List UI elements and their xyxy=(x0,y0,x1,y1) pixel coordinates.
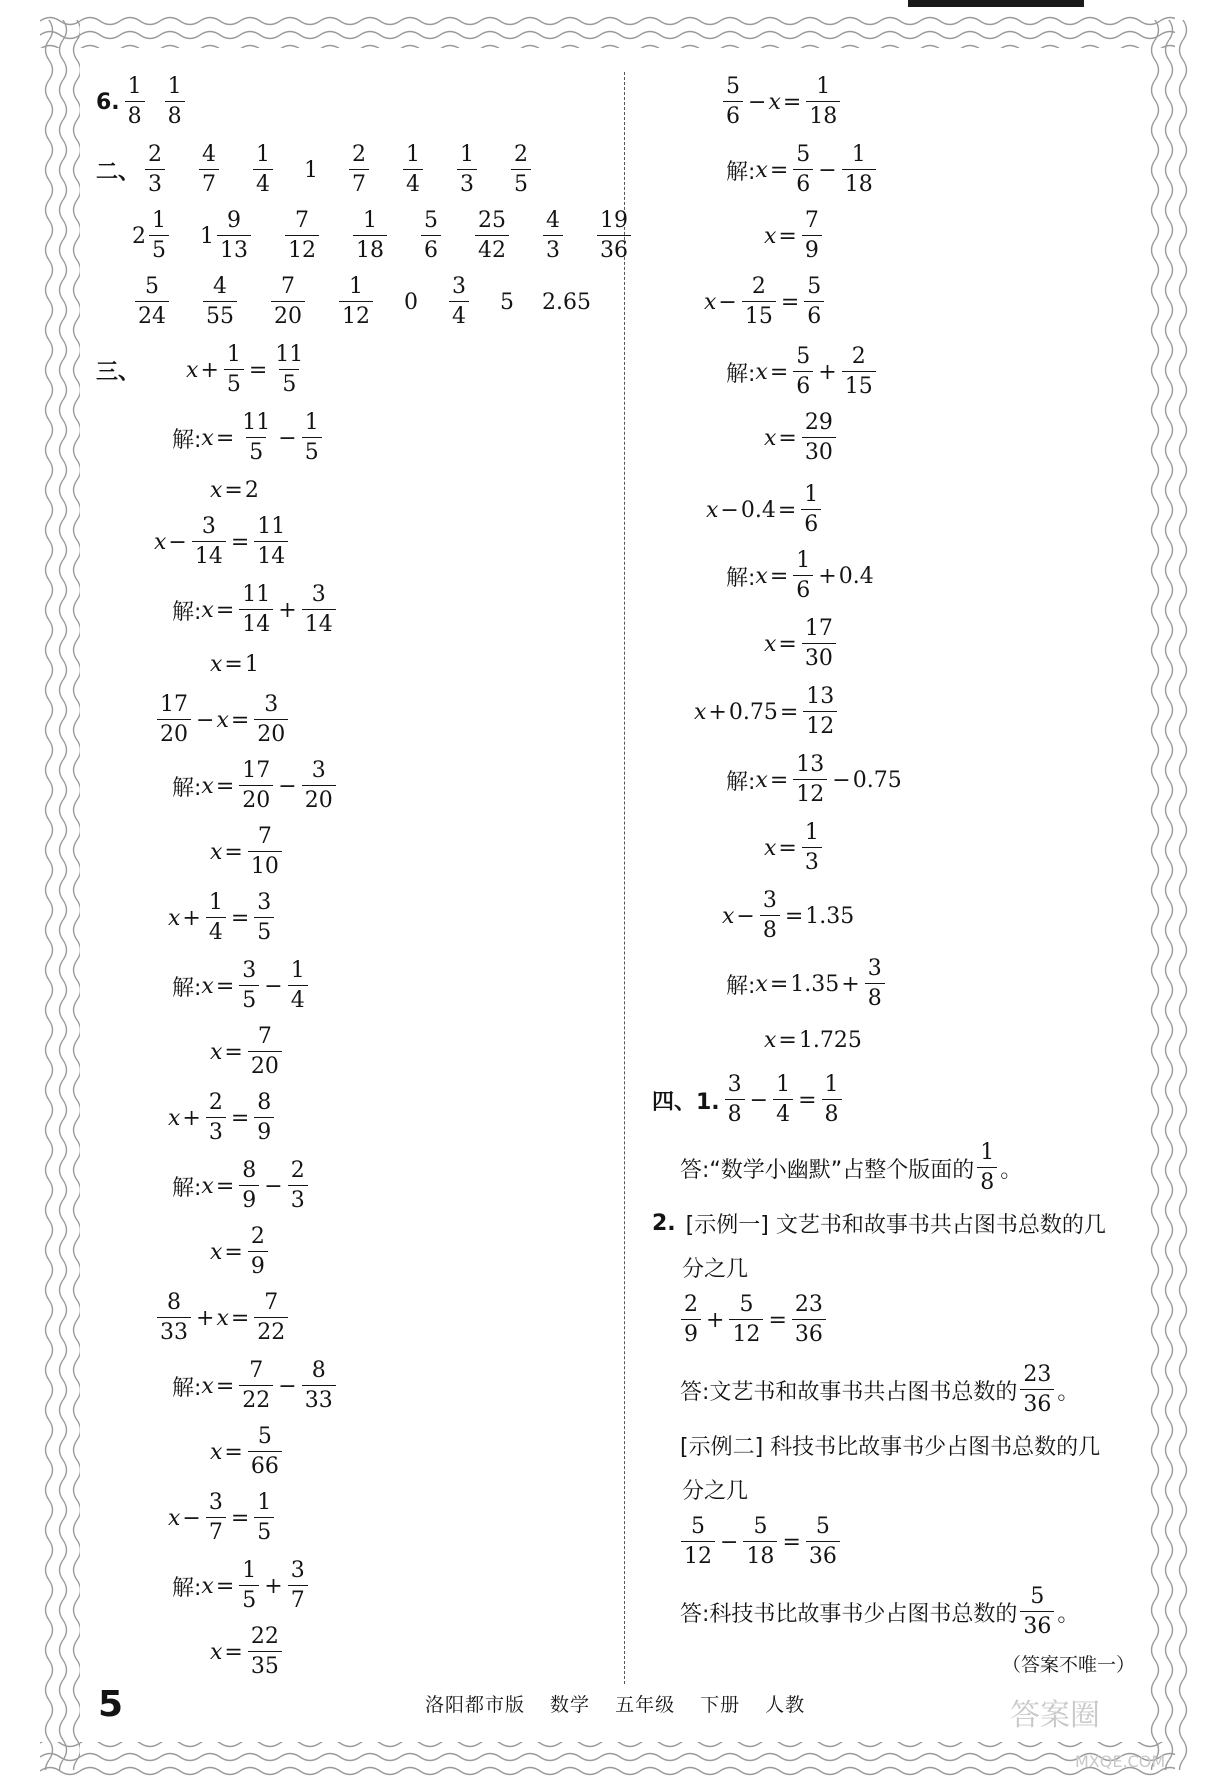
top-bar xyxy=(908,0,1084,7)
eq4-answer: x = $\frac{7}{20}$ xyxy=(210,1026,285,1078)
eq4-line: x + $\frac{1}{4}$ = $\frac{3}{5}$ xyxy=(168,892,277,944)
q2-example2-title-cont: 分之几 xyxy=(682,1479,749,1504)
q2-example1-answer: 答:文艺书和故事书共占图书总数的 23 36 。 xyxy=(680,1362,1080,1417)
eq8-answer: x = $\frac{7}{9}$ xyxy=(764,210,825,262)
eq6-solve: 解: x = $\frac{7}{22}$ − $\frac{8}{33}$ xyxy=(172,1360,339,1412)
eq5-answer: x = $\frac{2}{9}$ xyxy=(210,1226,271,1278)
eq7-answer: x = $\frac{22}{35}$ xyxy=(210,1626,285,1678)
eq7-line: x − $\frac{3}{7}$ = $\frac{1}{5}$ xyxy=(168,1492,277,1544)
section-6-line: 6. 1 8 1 8 xyxy=(96,76,188,128)
q2-example1-equation: 2 9 + $\frac{5}{12}$ = $\frac{23}{36}$ xyxy=(678,1294,829,1346)
watermark-logo: 答案圈 xyxy=(1010,1698,1100,1733)
q1-answer: 答:“数学小幽默”占整个版面的 1 8 。 xyxy=(680,1140,1023,1195)
eq5-solve: 解: x = $\frac{8}{9}$ − $\frac{2}{3}$ xyxy=(172,1160,311,1212)
eq2-answer: x = 1 xyxy=(210,652,259,677)
q2-example2-title: [示例二] 科技书比故事书少占图书总数的几 xyxy=(680,1435,1101,1460)
eq12-line: x − $\frac{3}{8}$ = 1.35 xyxy=(722,888,855,943)
eq10-answer: x = $\frac{17}{30}$ xyxy=(764,618,839,670)
eq8-line: 5 6 − x = $\frac{1}{18}$ xyxy=(720,76,843,128)
eq12-solve: 解: x = 1.35 + $\frac{3}{8}$ xyxy=(726,958,888,1010)
eq11-line: x + 0.75 = $\frac{13}{12}$ xyxy=(694,686,840,738)
page-number: 5 xyxy=(98,1684,124,1725)
section-4-q1: 四、1. 3 8 − $\frac{1}{4}$ = $\frac{1}{8}$ xyxy=(652,1074,845,1126)
note-answer-not-unique: （答案不唯一） xyxy=(1002,1654,1136,1676)
eq6-line: 8 33 + x = $\frac{7}{22}$ xyxy=(154,1292,291,1344)
eq12-answer: x = 1.725 xyxy=(764,1028,862,1053)
eq4-solve: 解: x = $\frac{3}{5}$ − $\frac{1}{4}$ xyxy=(172,960,311,1012)
q2-example2-answer: 答:科技书比故事书少占图书总数的 5 36 。 xyxy=(680,1584,1080,1639)
column-divider xyxy=(624,72,625,1684)
eq3-line: 17 20 − x = $\frac{3}{20}$ xyxy=(154,694,291,746)
eq1-solve: 解: x = $\frac{11}{5}$ − $\frac{1}{5}$ xyxy=(172,412,325,464)
eq6-answer: x = $\frac{5}{66}$ xyxy=(210,1426,285,1478)
eq2-line: x − $\frac{3}{14}$ = $\frac{11}{14}$ xyxy=(154,516,291,568)
eq8-solve: 解: x = $\frac{5}{6}$ − $\frac{1}{18}$ xyxy=(726,144,879,196)
eq11-solve: 解: x = $\frac{13}{12}$ − 0.75 xyxy=(726,752,902,807)
eq3-answer: x = $\frac{7}{10}$ xyxy=(210,826,285,878)
watermark-url: MXQE.COM xyxy=(1075,1752,1166,1771)
eq1-answer: x = 2 xyxy=(210,478,259,503)
eq2-solve: 解: x = $\frac{11}{14}$ + $\frac{3}{14}$ xyxy=(172,584,339,636)
eq10-line: x − 0.4 = $\frac{1}{6}$ xyxy=(706,484,824,536)
eq9-line: x − $\frac{2}{15}$ = $\frac{5}{6}$ xyxy=(704,276,827,328)
q2-example1-title-cont: 分之几 xyxy=(682,1257,749,1282)
section-2-row-1: 二、 2 3 4 7 1 4 1 2 7 1 4 1 3 2 5 xyxy=(96,144,534,196)
eq5-line: x + $\frac{2}{3}$ = $\frac{8}{9}$ xyxy=(168,1092,277,1144)
eq9-solve: 解: x = $\frac{5}{6}$ + $\frac{2}{15}$ xyxy=(726,346,879,398)
q2-example1-title: 2. [示例一] 文艺书和故事书共占图书总数的几 xyxy=(652,1211,1106,1238)
eq3-solve: 解: x = $\frac{17}{20}$ − $\frac{3}{20}$ xyxy=(172,760,339,812)
eq7-solve: 解: x = $\frac{1}{5}$ + $\frac{3}{7}$ xyxy=(172,1560,311,1612)
eq1-line: 三、 x + $\frac{1}{5}$ = $\frac{11}{5}$ xyxy=(96,342,304,397)
eq10-solve: 解: x = $\frac{1}{6}$ + 0.4 xyxy=(726,548,874,603)
section-2-row-2: 2 1 5 1 9 13 7 12 1 18 5 6 25 42 4 3 19 36 xyxy=(132,210,634,262)
section-2-row-3: 5 24 4 55 7 20 1 12 0 3 4 5 2.65 xyxy=(132,276,591,328)
eq9-answer: x = $\frac{29}{30}$ xyxy=(764,412,839,464)
q2-example2-equation: 5 12 − $\frac{5}{18}$ = $\frac{5}{36}$ xyxy=(678,1516,843,1568)
footer-info: 洛阳都市版 数学 五年级 下册 人教 xyxy=(425,1694,806,1716)
eq11-answer: x = $\frac{1}{3}$ xyxy=(764,822,825,874)
